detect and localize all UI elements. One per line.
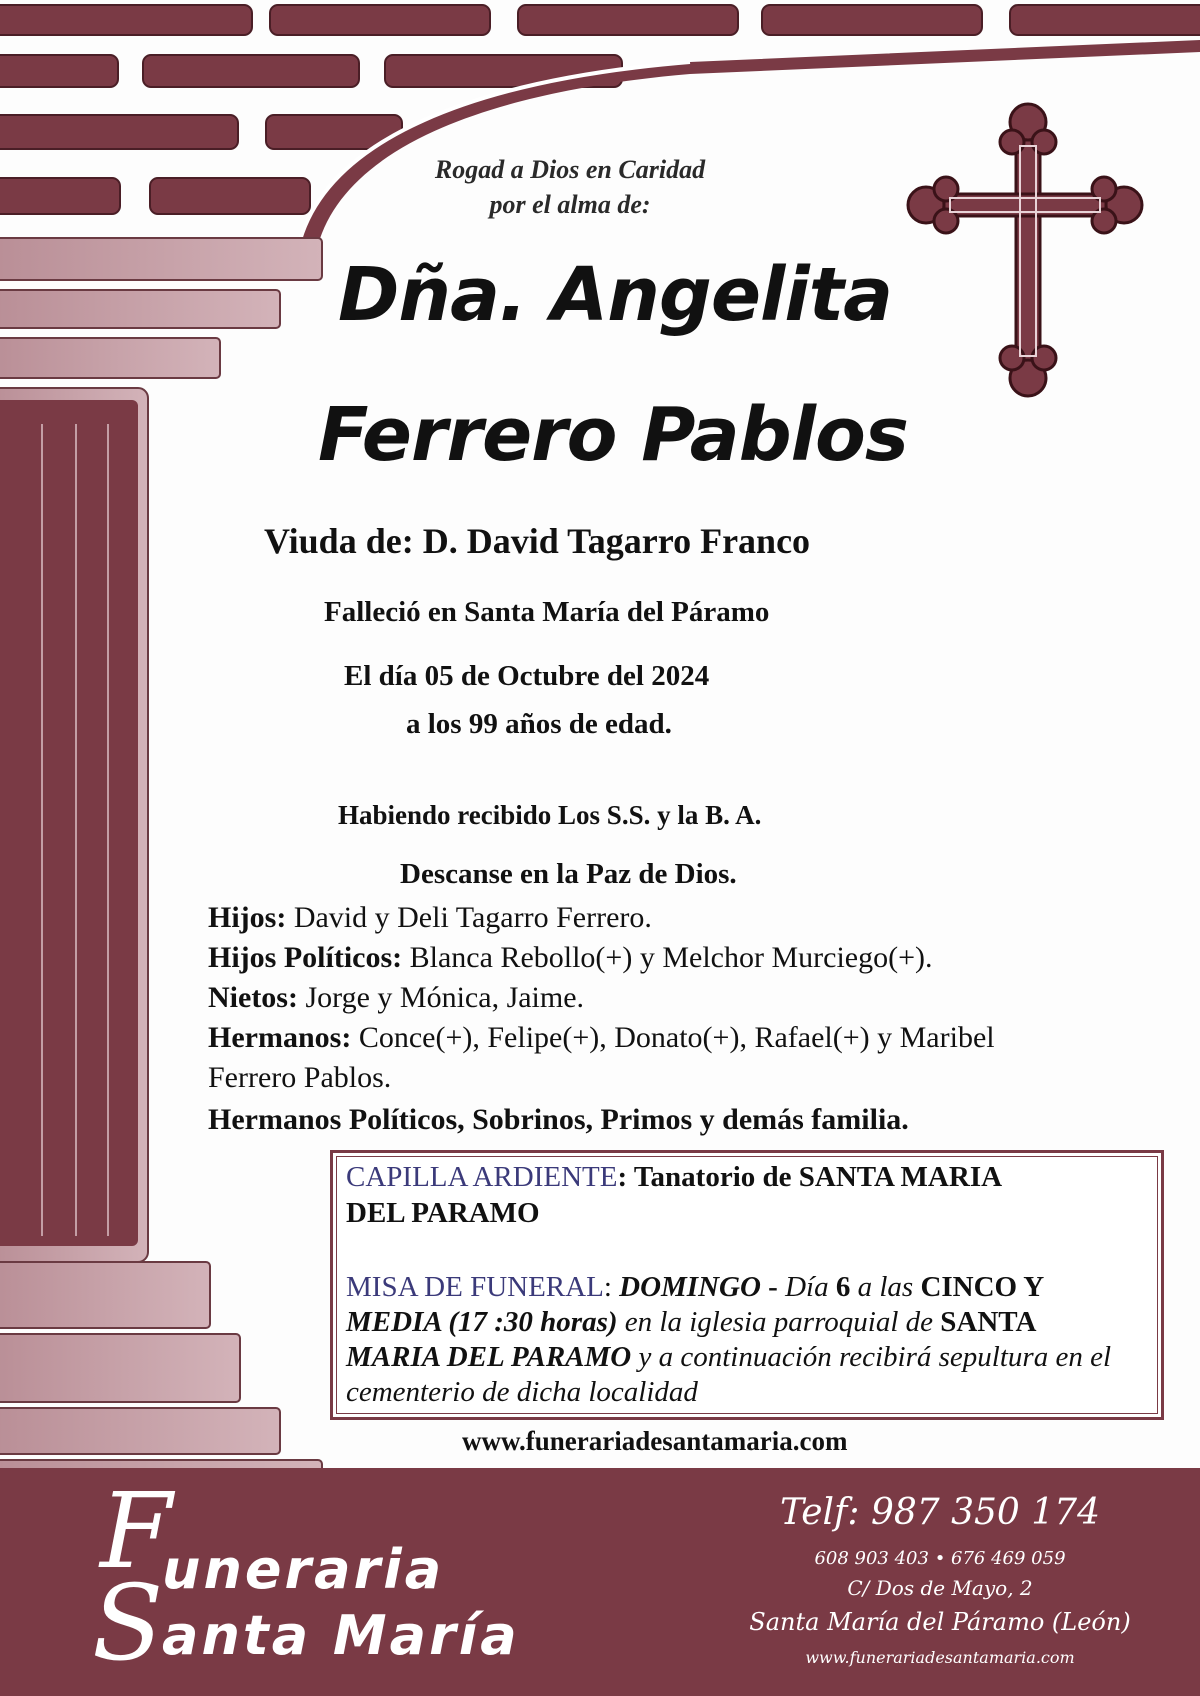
- date-of-death: El día 05 de Octubre del 2024: [344, 660, 710, 692]
- place-of-death: Falleció en Santa María del Páramo: [324, 596, 770, 628]
- family-children: [208, 898, 1138, 938]
- grandchildren-label: Nietos:: [208, 981, 298, 1014]
- wake-line-1: [346, 1160, 1146, 1195]
- mass-place-cont: MARIA DEL PARAMO: [346, 1341, 632, 1373]
- wake-colon: :: [617, 1161, 628, 1193]
- family-grandchildren: [208, 978, 1138, 1018]
- widow-of: Viuda de: D. David Tagarro Franco: [264, 521, 811, 561]
- column-base: [0, 1262, 322, 1502]
- family-in-laws: [208, 938, 1138, 978]
- grandchildren-value: Jorge y Mónica, Jaime.: [297, 981, 585, 1014]
- wake-label: CAPILLA ARDIENTE: [346, 1161, 618, 1193]
- family-closing: Hermanos Políticos, Sobrinos, Primos y demás familia.: [208, 1103, 909, 1136]
- children-label: Hijos:: [208, 901, 287, 934]
- children-value: David y Deli Tagarro Ferrero.: [286, 901, 652, 934]
- website-link[interactable]: www.funerariadesantamaria.com: [462, 1426, 848, 1456]
- mass-line-3: [346, 1340, 1146, 1375]
- brand-word-funeraria: uneraria: [162, 1538, 445, 1601]
- mass-place: SANTA: [940, 1306, 1037, 1338]
- footer-phone-alt: 608 903 403 • 676 469 059: [814, 1548, 1066, 1569]
- deceased-name-line-2: Ferrero Pablos: [318, 392, 908, 478]
- rest-in-peace: Descanse en la Paz de Dios.: [400, 858, 737, 890]
- footer-town: Santa María del Páramo (León): [749, 1608, 1131, 1636]
- footer-website[interactable]: www.funerariadesantamaria.com: [805, 1648, 1075, 1667]
- wake-line-2: DEL PARAMO: [346, 1197, 540, 1229]
- mass-burial: y a continuación recibirá sepultura en el: [631, 1341, 1111, 1373]
- mass-day-number: 6: [835, 1271, 851, 1303]
- deceased-name-line-1: Dña. Angelita: [338, 252, 893, 338]
- mass-dia: Día: [785, 1271, 836, 1303]
- wake-value: Tanatorio de SANTA MARIA: [627, 1161, 1003, 1193]
- in-laws-label: Hijos Políticos:: [208, 941, 403, 974]
- in-laws-value: Blanca Rebollo(+) y Melchor Murciego(+).: [402, 941, 933, 974]
- column-capital: [0, 238, 322, 378]
- siblings-value: Conce(+), Felipe(+), Donato(+), Rafael(+) y Maribel: [351, 1021, 995, 1054]
- siblings-label: Hermanos:: [208, 1021, 352, 1054]
- age-at-death: a los 99 años de edad.: [406, 708, 672, 740]
- brand-initial-f: F: [100, 1470, 173, 1592]
- footer-phone-main: Telf: 987 350 174: [780, 1492, 1100, 1533]
- mass-church: en la iglesia parroquial de: [617, 1306, 941, 1338]
- brand-word-santa-maria: anta María: [162, 1604, 520, 1667]
- sacraments-line: Habiendo recibido Los S.S. y la B. A.: [338, 800, 762, 830]
- mass-label: MISA DE FUNERAL: [346, 1271, 604, 1303]
- column-shaft-inner: [0, 400, 138, 1246]
- mass-line-2: [346, 1305, 1146, 1340]
- footer-address: C/ Dos de Mayo, 2: [847, 1576, 1033, 1600]
- mass-colon: :: [603, 1271, 620, 1303]
- mass-hour: CINCO Y: [920, 1271, 1045, 1303]
- family-siblings: [208, 1018, 1138, 1058]
- mass-a-las: a las: [850, 1271, 921, 1303]
- mass-dash: -: [760, 1271, 786, 1303]
- mass-line-4: cementerio de dicha localidad: [346, 1376, 698, 1408]
- mass-line-1: [346, 1270, 1146, 1305]
- mass-day: DOMINGO: [619, 1271, 761, 1303]
- prayer-line-2: por el alma de:: [489, 190, 651, 219]
- family-siblings-cont: Ferrero Pablos.: [208, 1061, 392, 1094]
- cross-icon: [908, 104, 1142, 396]
- prayer-line-1: Rogad a Dios en Caridad: [434, 155, 706, 184]
- brand-initial-s: S: [92, 1562, 164, 1684]
- mass-hour-cont: MEDIA (17 :30 horas): [346, 1306, 618, 1338]
